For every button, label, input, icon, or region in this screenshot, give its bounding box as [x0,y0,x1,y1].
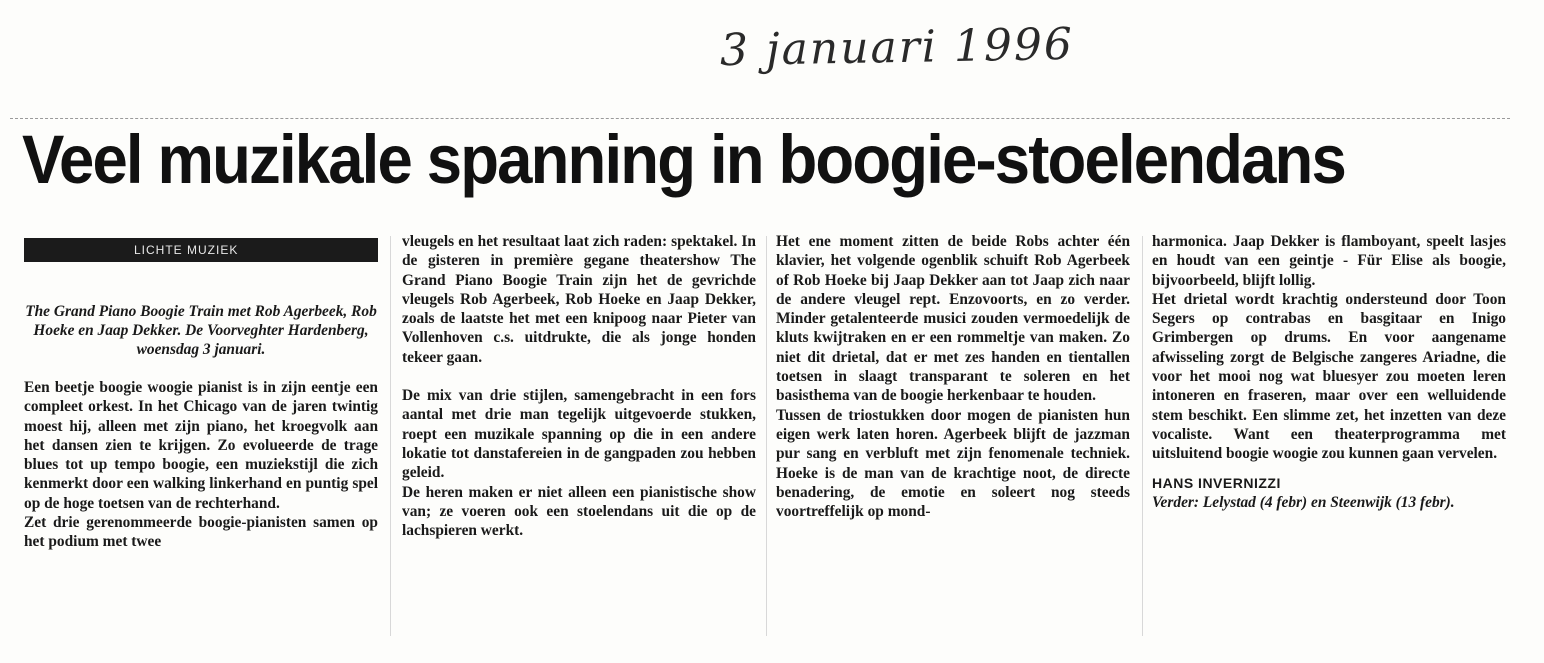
headline: Veel muzikale spanning in boogie-stoelendans [22,121,1345,198]
column-divider [390,236,391,636]
body-paragraph: harmonica. Jaap Dekker is flamboyant, speelt lasjes en houdt van een geintje - Für Elise als boogie, bijvoorbeeld, blijft lollig. [1152,233,1506,289]
body-paragraph: De heren maken er niet alleen een pianistische show van; ze voeren ook een stoelendans uit die op de lachspieren werkt. [402,483,756,540]
body-paragraph: Het drietal wordt krachtig ondersteund door Toon Segers op contrabas en basgitaar en Inigo Grimbergen op drums. En voor aangename afwisseling zorgt de Belgische zangeres Ariadne, die voor het mooi nog wat bluesyer zou moeten leren intoneren en fraseren, maar over een welluidende stem beschikt. Een slimme zet, het inzetten van deze vocaliste. Want een theaterprogramma met uitsluitend boogie woogie zou kunnen gaan vervelen. [1152,290,1506,463]
column-1 [24,232,378,552]
column-divider [766,236,767,636]
body-paragraph: Zet drie gerenommeerde boogie-pianisten samen op het podium met twee [24,514,378,551]
section-kicker: LICHTE MUZIEK [24,238,378,262]
column-4 [1152,232,1506,512]
body-paragraph: Het ene moment zitten de beide Robs achter één klavier, het volgende ogenblik schuift Rob Agerbeek of Rob Hoeke bij Jaap Dekker aan tot Jaap zich naar de andere vleugel rept. Enzovoorts, en zo verder. Minder getalenteerde musici zouden vermoedelijk de kluts kwijtraken en er een rommeltje van maken. Zo niet dit drietal, dat er met zes handen en tientallen toetsen in slaagt transparant te soleren en het basisthema van de boogie herkenbaar te houden. [776,233,1130,405]
column-divider [1142,236,1143,636]
body-paragraph: Een beetje boogie woogie pianist is in zijn eentje een compleet orkest. In het Chicago van de jaren twintig moest hij, alleen met zijn piano, het kroegvolk aan het dansen zien te krijgen. Zo evolueerde de trage blues tot up tempo boogie, een muziekstijl die zich kenmerkt door een walking linkerhand en puntig spel op de hoge toetsen van de rechterhand. [24,379,378,512]
performance-credits: The Grand Piano Boogie Train met Rob Agerbeek, Rob Hoeke en Jaap Dekker. De Voorveghter Hardenberg, woensdag 3 januari. [25,303,377,358]
body-paragraph: De mix van drie stijlen, samengebracht in een fors aantal met drie man tegelijk uitgevoerde stukken, roept een muzikale spanning op die in een andere lokatie tot danstafereien in de gangpaden zou hebben geleid. [402,387,756,482]
author-byline: HANS INVERNIZZI [1152,474,1281,491]
body-paragraph: Tussen de triostukken door mogen de pianisten hun eigen werk laten horen. Agerbeek blijft de jazzman pur sang en verbluft met zijn fenomenale techniek. Hoeke is de man van de krachtige noot, de directe benadering, de emotie en soleert nog steeds voortreffelijk op mond- [776,406,1130,521]
handwritten-date: 3 januari 1996 [719,18,1075,77]
column-2 [402,232,756,540]
tour-dates: Verder: Lelystad (4 febr) en Steenwijk (13 febr). [1152,493,1455,511]
clipping-top-rule [10,118,1510,119]
body-paragraph: vleugels en het resultaat laat zich raden: spektakel. In de gisteren in première gegane theatershow The Grand Piano Boogie Train zijn het de gevrichde vleugels Rob Agerbeek, Rob Hoeke en Jaap Dekker, zoals de laatste het met een knipoog naar Pieter van Vollenhoven c.s. uitdrukte, die als jonge honden tekeer gaan. [402,233,756,366]
column-3 [776,232,1130,521]
